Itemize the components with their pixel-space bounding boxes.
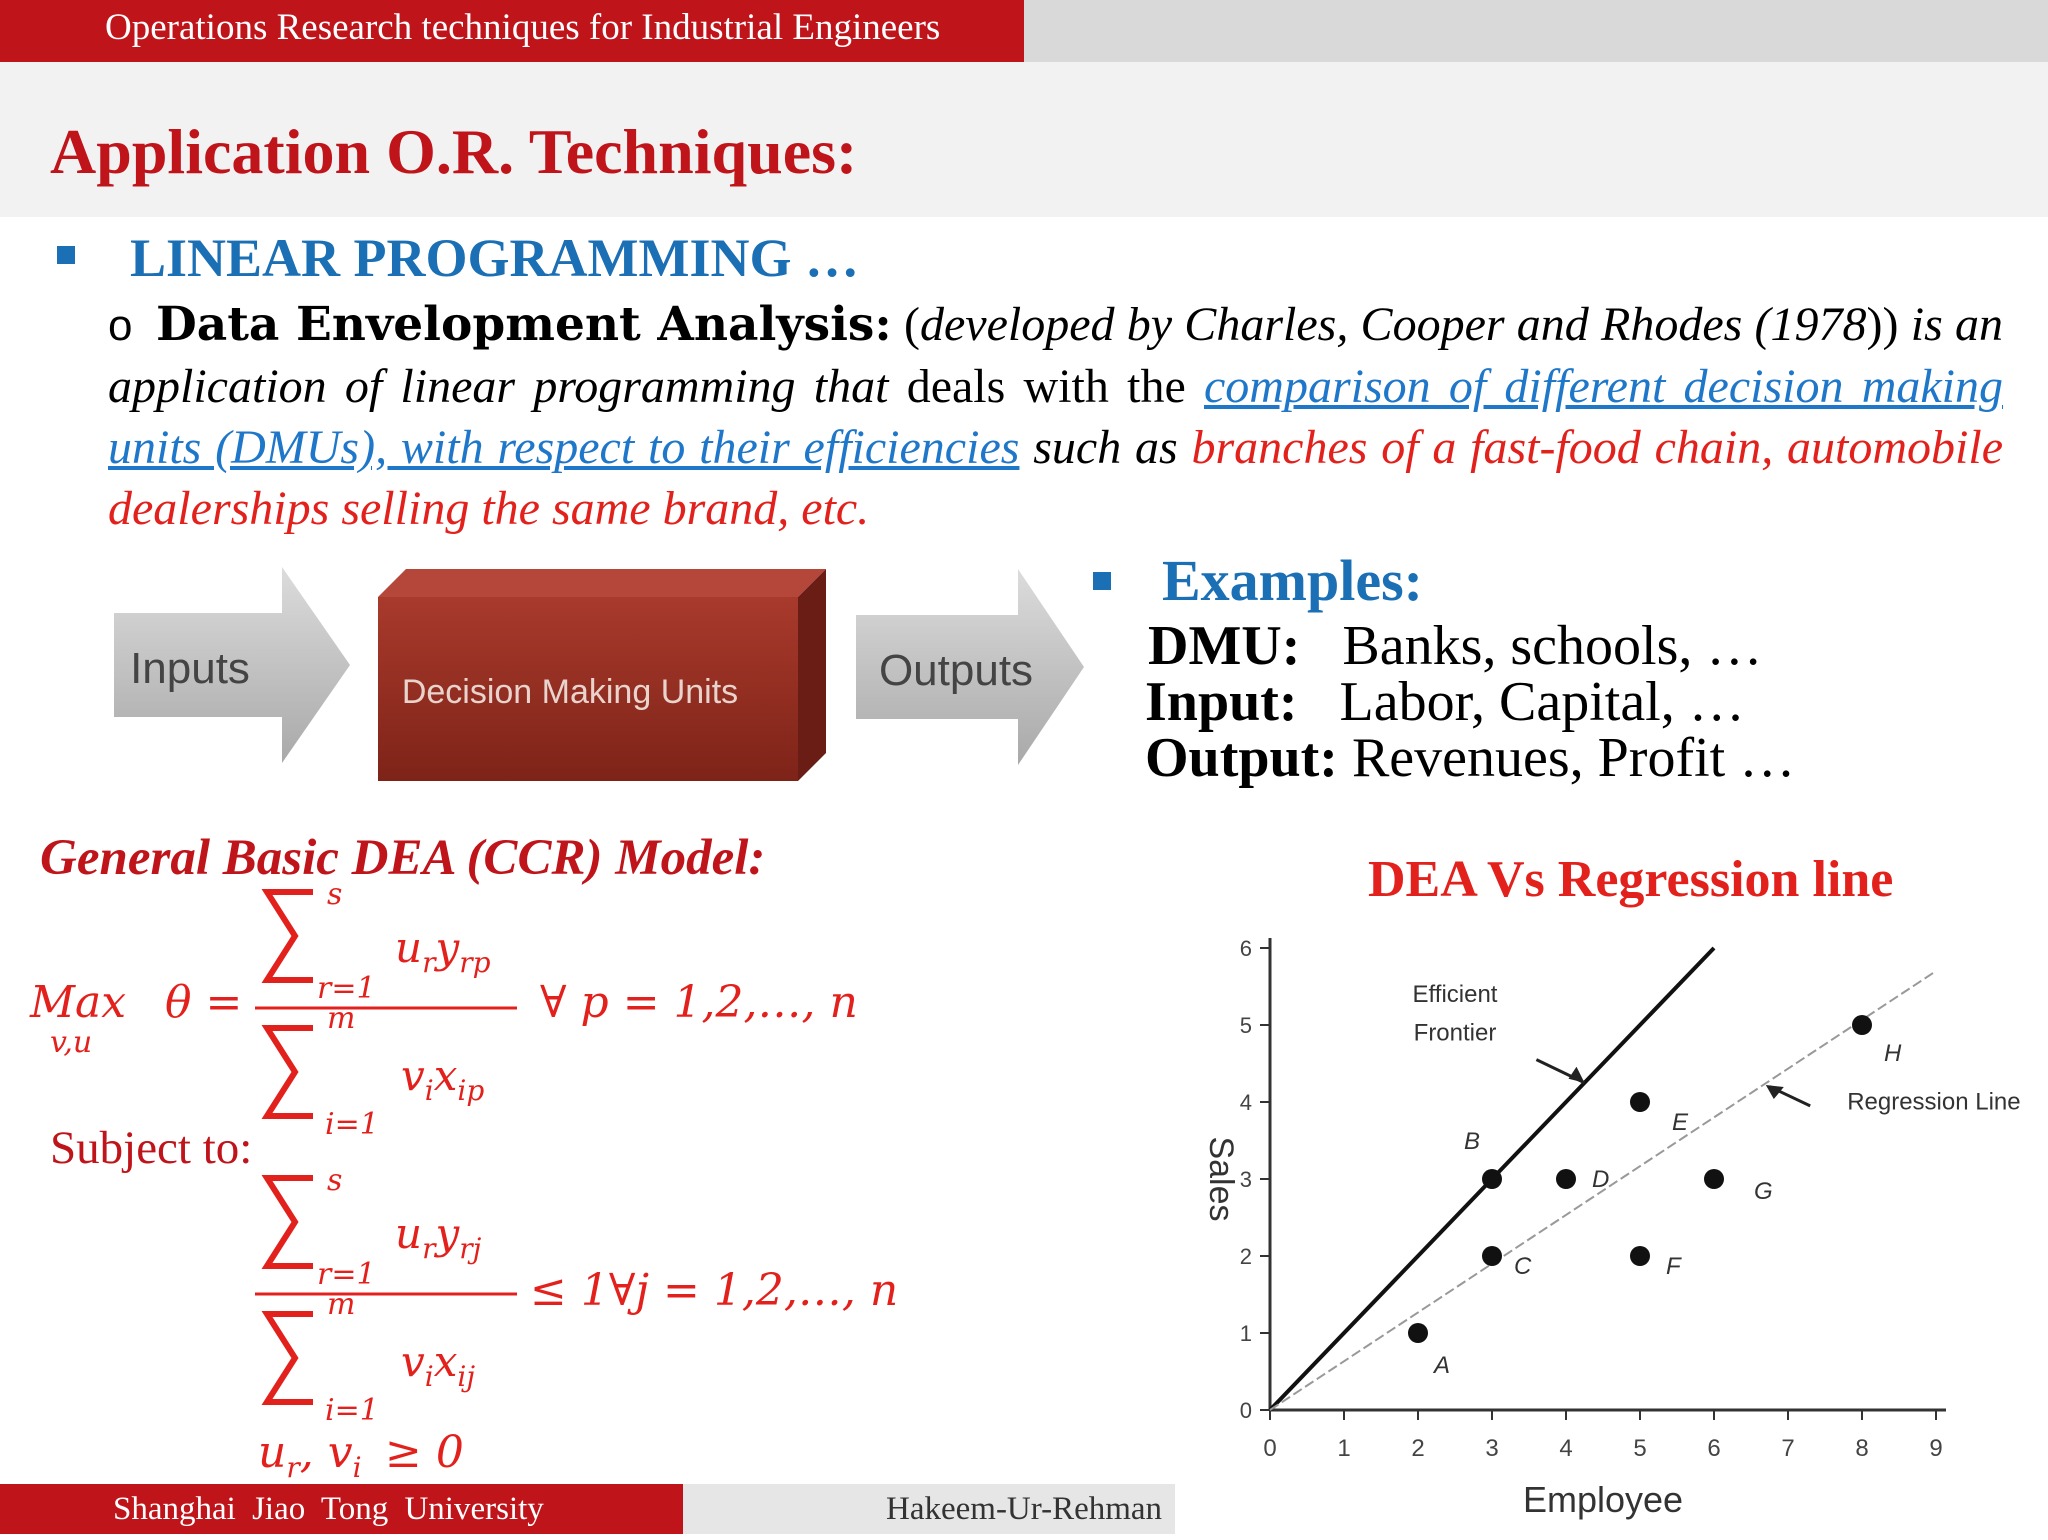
x-tick-label: 6 [1707,1435,1721,1462]
sum-upper: m [327,1001,356,1036]
sum-lower: i=1 [325,1107,379,1140]
objective-condition: ∀ p = 1,2,…, n [540,977,858,1028]
x-tick-label: 8 [1855,1435,1869,1462]
data-point [1630,1246,1650,1266]
data-point [1482,1169,1502,1189]
sum-symbol-num [267,892,313,980]
example-label: DMU: [1148,615,1301,677]
text-run: such as [1019,421,1192,474]
x-tick-label: 7 [1781,1435,1795,1462]
square-bullet-icon [1093,572,1111,590]
sum-symbol-den [267,1314,313,1402]
examples-text: branches of a fast-food chain, automobile dealerships selling the same brand, etc. [108,421,2004,535]
dmu-diagram [100,555,1090,795]
sum-upper: m [327,1287,356,1322]
sum-lower: i=1 [325,1393,379,1426]
header-bar-right [1024,0,2048,62]
example-value: Revenues, Profit … [1351,727,1796,789]
example-label: Input: [1145,671,1298,733]
annotation-efficient-frontier: Efficient [1412,980,1498,1008]
slide-title: Application O.R. Techniques: [50,116,858,187]
circle-bullet-icon: o [108,301,133,350]
constraint-fraction [255,1166,525,1426]
x-tick-label: 9 [1929,1435,1943,1462]
example-value: Labor, Capital, … [1339,671,1745,733]
y-tick-label: 1 [1239,1321,1252,1346]
numerator-term: $u_ry_{rj}$ [395,1209,482,1265]
dea-term: Data Envelopment Analysis: [156,297,892,352]
point-label: B [1464,1128,1481,1155]
sum-lower: r=1 [317,971,376,1006]
subject-to-label: Subject to: [50,1122,253,1174]
model-title: General Basic DEA (CCR) Model: [40,830,766,886]
course-title: Operations Research techniques for Industrial Engineers [105,7,941,48]
footer-author: Hakeem-Ur-Rehman [886,1491,1163,1527]
example-label: Output: [1145,727,1338,789]
y-tick-label: 2 [1239,1244,1252,1269]
data-point [1482,1246,1502,1266]
sum-upper: s [327,1166,343,1198]
annotation-efficient-frontier: Frontier [1413,1019,1497,1047]
box-top [378,569,826,597]
x-tick-label: 2 [1411,1435,1425,1462]
x-tick-label: 1 [1337,1435,1351,1462]
data-point [1630,1092,1650,1112]
point-label: H [1884,1040,1902,1067]
box-side [798,569,826,781]
sum-lower: r=1 [317,1257,376,1292]
x-tick-label: 3 [1485,1435,1499,1462]
theta-label: θ = [165,977,243,1028]
sum-symbol-num [267,1178,313,1266]
constraint-condition: ≤ 1∀j = 1,2,…, n [530,1265,899,1316]
denominator-term: $v_ix_{ij}$ [401,1337,476,1393]
dea-scatter-chart [1160,920,2040,1540]
nonneg-bound: ≥ 0 [385,1427,464,1478]
sum-upper: s [327,880,343,912]
footer-university: Shanghai Jiao Tong University [113,1491,544,1527]
max-label: Max [30,977,127,1028]
text-run: deals with the [888,360,1204,413]
y-axis-label: Sales [1202,1136,1240,1222]
example-row-dmu [1148,616,1762,676]
text-run: developed by Charles, Cooper and Rhodes (1978 [919,298,1867,351]
dea-definition [108,294,2003,539]
example-value: Banks, schools, … [1342,615,1763,677]
comparison-link[interactable]: comparison of different decision making units (DMUs), with respect to their efficiencies [108,360,2004,474]
chart-title: DEA Vs Regression line [1368,851,1894,908]
outputs-label: Outputs [878,646,1034,695]
point-label: F [1666,1253,1681,1280]
point-label: E [1672,1109,1689,1136]
point-label: C [1514,1253,1532,1280]
numerator-term: $u_ry_{rp}$ [395,923,491,979]
annotation-regression-line: Regression Line [1847,1088,2021,1116]
denominator-term: $v_ix_{ip}$ [401,1051,485,1107]
section-heading: LINEAR PROGRAMMING … [130,228,859,288]
y-tick-label: 6 [1239,936,1252,961]
data-point [1556,1169,1576,1189]
text-run: ( [891,298,920,351]
sum-symbol-den [267,1028,313,1116]
text-run: is an application of linear programming that [108,298,2003,413]
point-label: G [1754,1178,1773,1205]
max-subscript: v,u [50,1025,93,1060]
data-point [1852,1015,1872,1035]
y-tick-label: 0 [1239,1398,1252,1423]
dmu-label: Decision Making Units [401,673,739,711]
data-point [1408,1323,1428,1343]
square-bullet-icon [57,246,75,264]
y-tick-label: 3 [1239,1167,1252,1192]
x-tick-label: 4 [1559,1435,1573,1462]
nonneg-vars: $u_r$, $v_i$ [258,1427,362,1484]
x-tick-label: 0 [1263,1435,1277,1462]
example-row-input [1145,672,1745,732]
text-run: )) [1866,298,1911,351]
data-point [1704,1169,1724,1189]
example-row-output [1145,728,1795,788]
inputs-label: Inputs [130,644,250,693]
point-label: D [1592,1166,1610,1193]
x-tick-label: 5 [1633,1435,1647,1462]
objective-fraction [255,880,525,1140]
examples-title: Examples: [1162,548,1423,613]
point-label: A [1434,1352,1451,1379]
y-tick-label: 4 [1239,1090,1252,1115]
y-tick-label: 5 [1239,1013,1252,1038]
x-axis-label: Employee [1522,1479,1684,1520]
